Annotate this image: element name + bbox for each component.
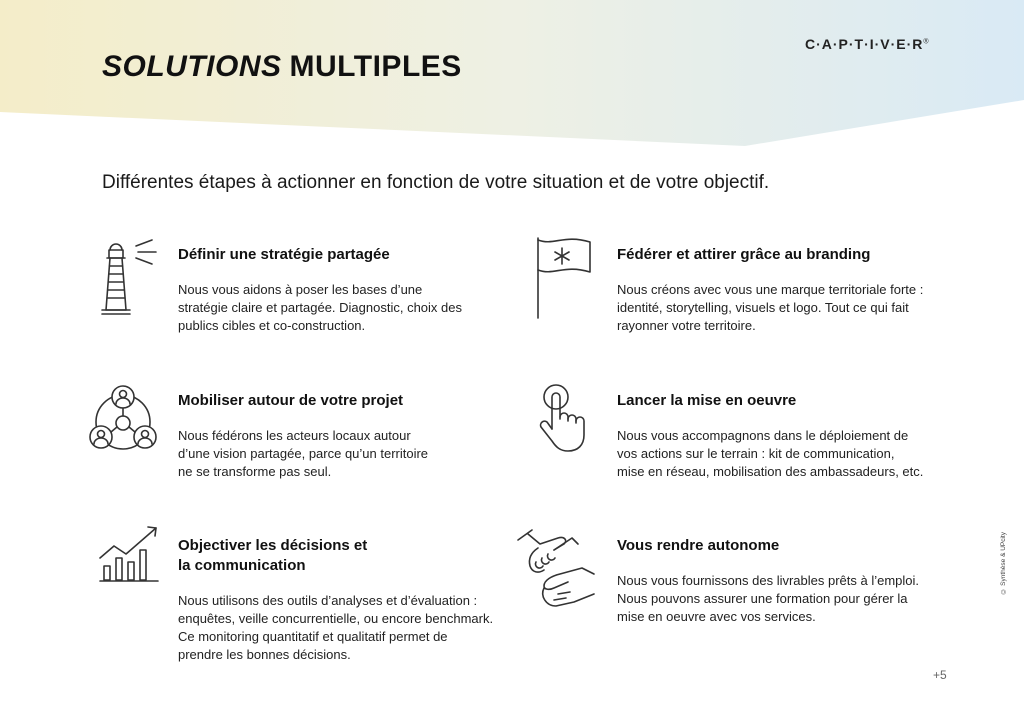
solution-text: Nous vous accompagnons dans le déploiement de vos actions sur le terrain : kit de communication, mise en réseau, mobilisation des ambassadeurs, etc. [617, 428, 924, 479]
page-title [102, 50, 462, 84]
solution-block-mobilize [178, 391, 523, 481]
growth-chart-icon [98, 524, 160, 584]
solution-title: Lancer la mise en oeuvre [617, 392, 797, 409]
solution-block-autonomy [617, 536, 962, 626]
hand-pointer-icon [536, 383, 590, 453]
solution-text: Nous vous fournissons des livrables prêts à l’emploi. Nous pouvons assurer une formation pour gérer la mise en oeuvre avec vos services. [617, 573, 920, 624]
handshake-icon [514, 526, 598, 612]
side-credit: © Synthèse & UPcity [1000, 532, 1007, 595]
page-number: +5 [933, 668, 947, 682]
solution-block-launch [617, 391, 962, 481]
solution-text: Nous fédérons les acteurs locaux autour d’une vision partagée, parce qu’un territoire ne se transforme pas seul. [178, 428, 429, 479]
page-title-emphasis: SOLUTIONS [102, 50, 282, 83]
solution-title: Fédérer et attirer grâce au branding [617, 246, 871, 263]
people-network-icon [88, 383, 158, 453]
lighthouse-icon [100, 236, 162, 318]
solution-text: Nous utilisons des outils d’analyses et d’évaluation : enquêtes, veille concurrentielle, ou encore benchmark. Ce monitoring quantitatif et qualitatif permet de prendre les bonnes décisions. [178, 593, 494, 662]
page-title-rest: MULTIPLES [289, 50, 462, 83]
solution-block-objectify [178, 536, 523, 664]
solution-block-strategy [178, 245, 523, 335]
solution-title: Mobiliser autour de votre projet [178, 392, 404, 409]
solution-block-branding [617, 245, 962, 335]
solution-text: Nous créons avec vous une marque territoriale forte : identité, storytelling, visuels et logo. Tout ce qui fait rayonner votre territoire. [617, 282, 924, 333]
solution-title: Objectiver les décisions et la communication [178, 537, 368, 574]
flag-icon [534, 236, 594, 320]
solution-text: Nous vous aidons à poser les bases d’une stratégie claire et partagée. Diagnostic, choix des publics cibles et co-construction. [178, 282, 462, 333]
intro-text: Différentes étapes à actionner en fonction de votre situation et de votre objectif. [102, 172, 770, 193]
captiver-logo [805, 36, 930, 52]
solution-title: Vous rendre autonome [617, 537, 780, 554]
logo-registered-mark: ® [923, 38, 930, 46]
logo-text: C·A·P·T·I·V·E·R [805, 36, 924, 52]
solution-title: Définir une stratégie partagée [178, 246, 390, 263]
